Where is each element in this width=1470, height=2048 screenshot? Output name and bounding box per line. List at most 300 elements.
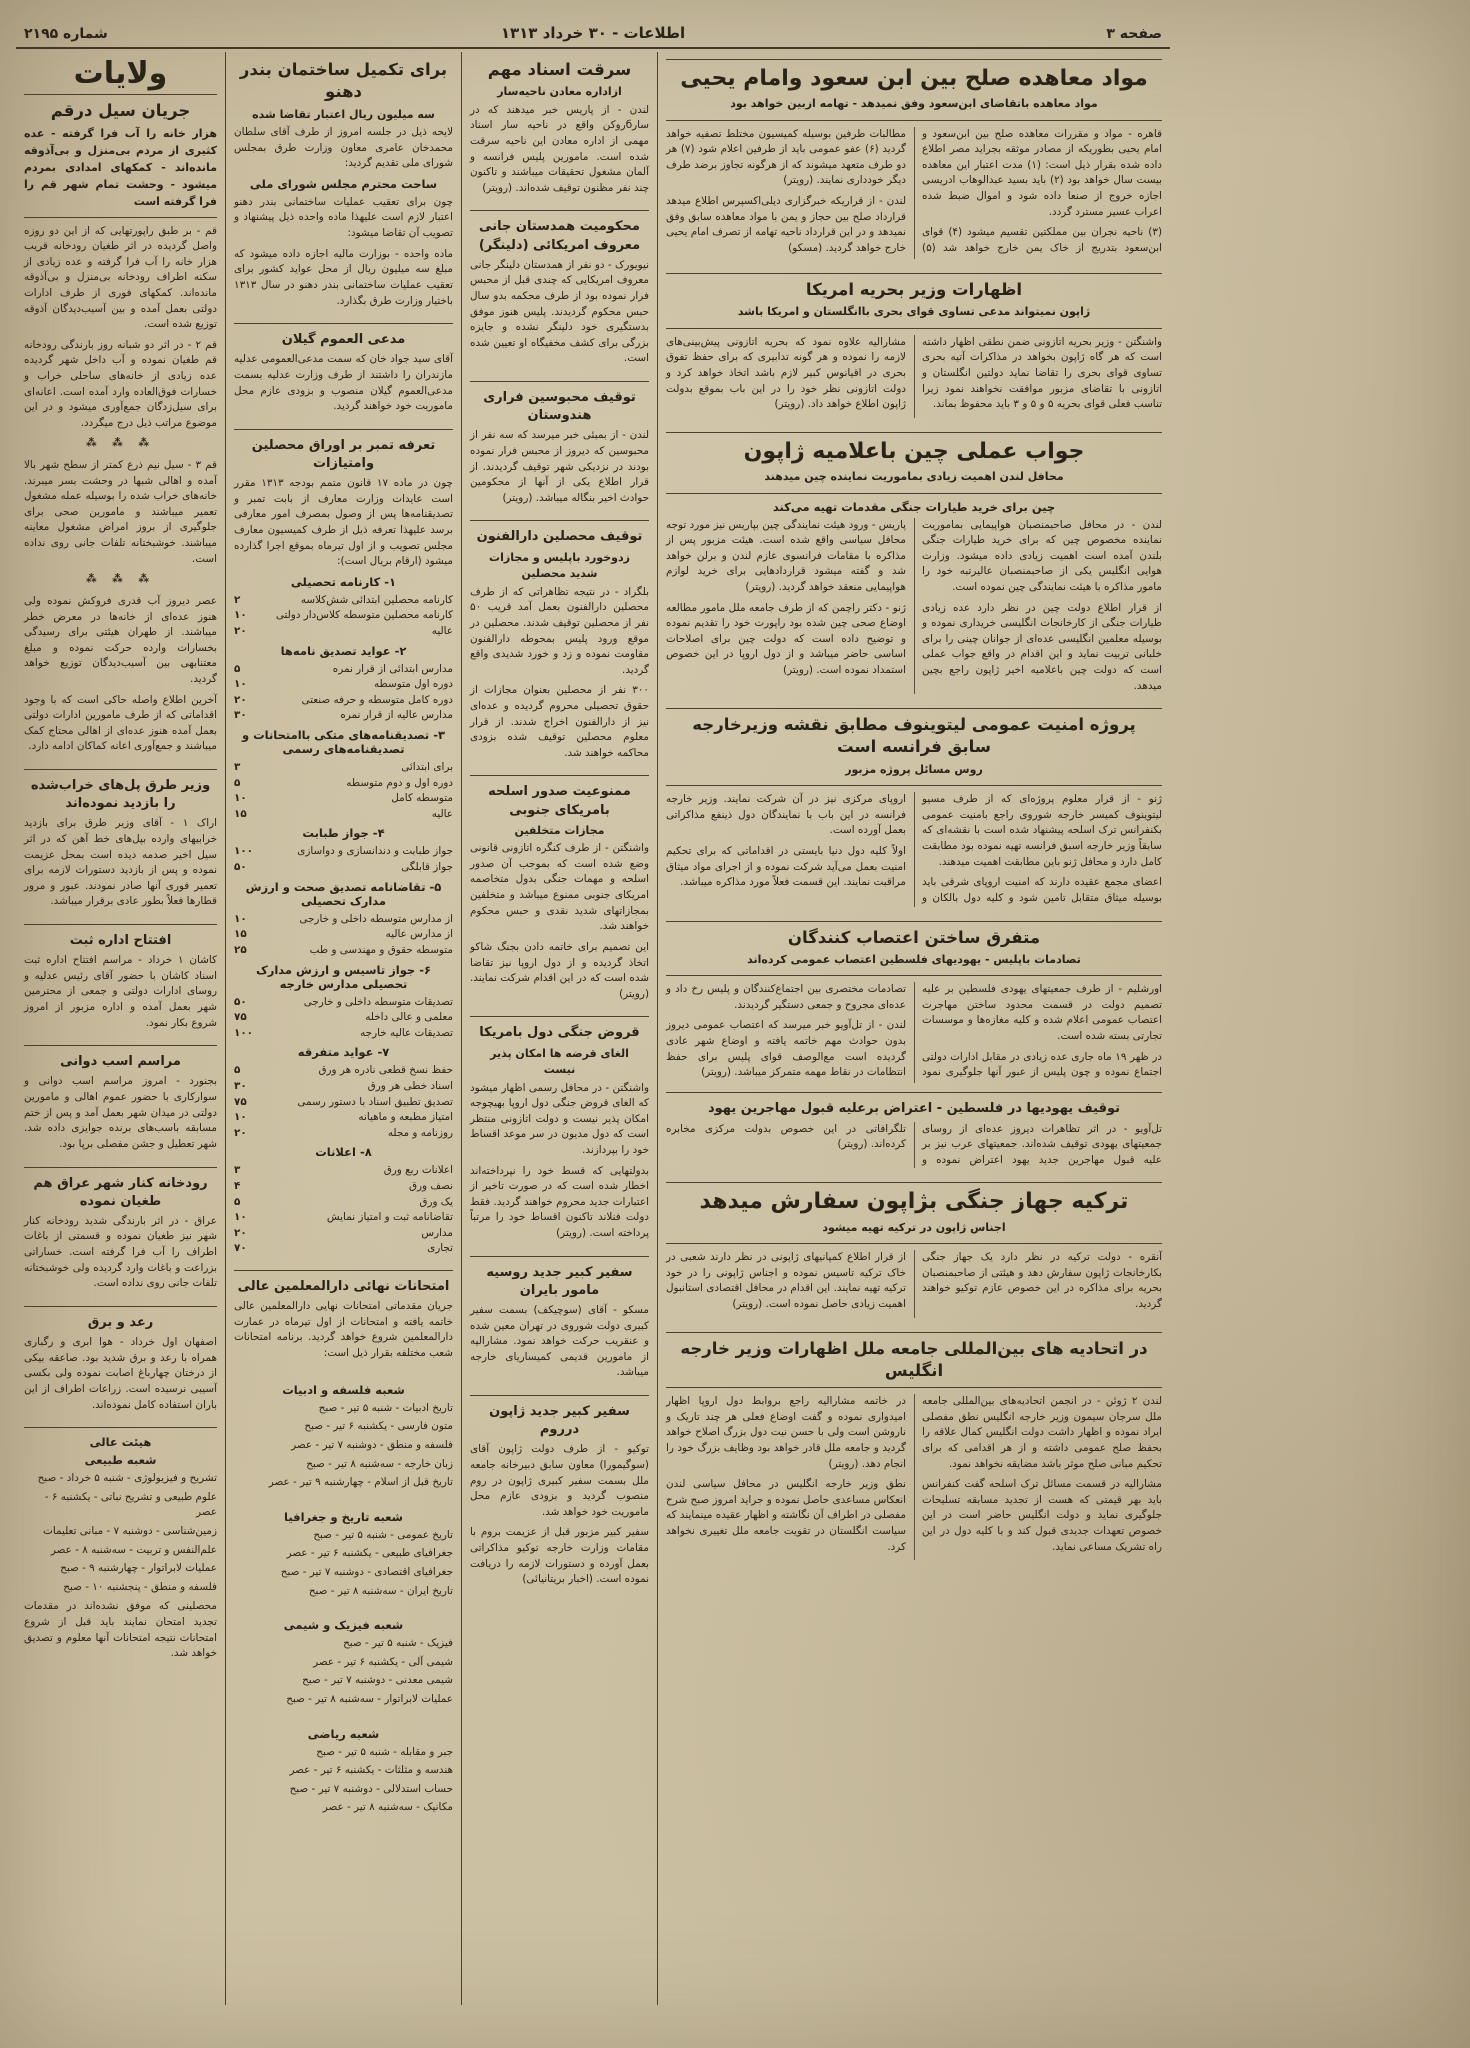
paragraph: لندن - از تل‌آویو خبر میرسد که اعتصاب عمومی دیروز بدون حوادث مهم خاتمه یافته و اوضاع شهر عادی گردیده است مع‌الوصف قوای پلیس برای حفظ انتظامات در نقاط مهمه متمرکز میباشد. (رویتر) (666, 1019, 906, 1079)
article-headline: قروض جنگی دول بامریکا (479, 1025, 640, 1041)
article-headline: سفیر کبیر جدید روسیه مامور بایران (486, 1264, 633, 1298)
column-world-news (658, 52, 1170, 2005)
fee-row (234, 693, 453, 709)
paragraph: آنقره - دولت ترکیه در نظر دارد یک جهاز جنگی بکارخانجات ژاپون سفارش دهد و هیئتی از صاحبمنصبان بحریه برای مذاکره در این خصوص عازم توکیو خواهند گردید. (922, 1251, 1162, 1310)
paragraph: نطق وزیر خارجه انگلیس در محافل سیاسی لندن انعکاس مساعدی حاصل نموده و جراید امروز صبح شرح مفصلی در اطراف آن نگاشته و اظهار عقیده مینمایند که سیاست انگلستان در تقویت جامعه ملل تغییری نخواهد کرد. (666, 1478, 906, 1553)
fee-value: ۳۰ (234, 709, 247, 722)
branch-headline: شعبه ریاضی (307, 1726, 380, 1741)
article-headline: جریان سیل درقم (50, 101, 191, 120)
paragraph: ماده واحده - بوزارت مالیه اجازه داده میشود که مبلغ سه میلیون ریال از محل عواید کشور برای تعقیب عملیات ساختمانی بندر دهنو در سال ۱۳۱۳ باختیار وزارت طرق بگذارد. (234, 247, 453, 307)
tariff-group (234, 826, 453, 875)
paragraph: این تصمیم برای خاتمه دادن بجنگ شاکو اتخاذ گردیده و از دول اروپا نیز تقاضا شده است که در این اقدام شرکت نمایند. (رویتر) (470, 940, 649, 1000)
paragraph: زبان خارجه - سه‌شنبه ۸ تیر - صبح (306, 1457, 453, 1470)
fee-label: از مدارس عالیه (385, 928, 453, 941)
article-prosecutor-gilan (234, 323, 453, 429)
headline-block (666, 1332, 1162, 1389)
paragraph: حساب استدلالی - دوشنبه ۷ تیر - صبح (289, 1782, 453, 1795)
paragraph: علم‌النفس و تربیت - سه‌شنبه ۸ - عصر (50, 1543, 217, 1556)
paragraph: قم - بر طبق راپورتهایی که از این دو روزه واصل گردیده در اثر طغیان رودخانه قریب هزار خانه را آب فرا گرفته و عده زیادی از سکنه اطراف رودخانه بی‌منزل و بی‌آذوقه مانده‌اند. کمکهای فوری از طرف ادارات دولتی بعمل آمده و بین آسیب‌دیدگان آذوقه توزیع شده است. (24, 224, 217, 331)
fee-value: ۳ (234, 1164, 241, 1177)
article-headline: جواب عملی چین باعلامیه ژاپون (743, 438, 1085, 464)
paragraph: کاشان ۱ خرداد - مراسم افتتاح اداره ثبت اسناد کاشان با حضور آقای رئیس عدلیه و روسای ادارات دولتی و جمعی از محترمین شهر بعمل آمده و اداره مزبور از امروز شروع بکار نمود. (24, 954, 217, 1029)
paragraph: تل‌آویو - در اثر تظاهرات دیروز عده‌ای از روسای جمعیتهای یهودی توقیف شده‌اند. جمعیتهای عرب نیز بر علیه قبول مهاجرین جدید یهود اعتراض نموده و تلگرافاتی در این خصوص بدولت مرکزی مخابره کرده‌اند. (رویتر) (666, 1122, 1162, 1166)
paragraph: توکیو - از طرف دولت ژاپون آقای (سوگیمورا) معاون سابق دبیرخانه جامعه ملل بسمت سفیر کبیری ژاپون در روم منصوب گردید و بزودی عازم محل ماموریت خود خواهد شد. (470, 1443, 649, 1518)
fee-label: تقاضانامه ثبت و امتیاز نمایش (326, 1211, 453, 1224)
paragraph: متون فارسی - یکشنبه ۶ تیر - صبح (304, 1420, 453, 1433)
article-treaty (666, 54, 1162, 268)
tariff-group-title: ۵- تقاضانامه تصدیق صحت و ارزش مدارک تحصیلی (245, 879, 442, 908)
article-body (666, 1122, 1162, 1169)
article-body (666, 1250, 1162, 1317)
paragraph: عملیات لابراتوار - چهارشنبه ۹ - صبح (60, 1562, 217, 1575)
paragraph: مشارالیه علاوه نمود که بحریه اتازونی پیش‌بینی‌های لازمه را نموده و هر گونه تدابیری که برای حفظ تفوق بحری در اقیانوس کبیر لازم باشد اتخاذ خواهد کرد و دولت اتازونی نظر خود را در این باب بموقع بدولت ژاپون اطلاع خواهد داد. (رویتر) (666, 335, 906, 411)
fee-label: جواز طبابت و دندانسازی و دواسازی (297, 845, 453, 858)
paragraph: اورشلیم - از طرف جمعیتهای یهودی فلسطین بر علیه تصمیم دولت در قسمت محدود ساختن مهاجرت اعتصاب عمومی اعلام شده و کلیه مغازه‌ها و موسسات تجارتی بسته شده است. (922, 983, 1162, 1043)
paragraph: تاریخ ادبیات - شنبه ۵ تیر - صبح (318, 1401, 453, 1414)
article-body (666, 792, 1162, 906)
article-subtitle: اجناس ژاپون در ترکیه تهیه میشود (822, 1220, 1006, 1234)
article-body (24, 224, 217, 756)
article-subtitle: زدوخورد باپلیس و مجازات شدید محصلین (489, 550, 630, 581)
headline-block (666, 921, 1162, 977)
paragraph: (۳) ناحیه نجران بین مملکتین تقسیم میشود (۴) قوای ابن‌سعود بتدریج از خاک یمن خارج خواهد شد (۵) مطالبات طرفین بوسیله کمیسیون مختلط تصفیه خواهد گردید (۶) عفو عمومی باید از طرفین اعلام شود (۷) هر دو طرف متعهد میشوند که از هرگونه تجاوز برضد طرف دیگر خودداری نمایند. (رویتر) (666, 127, 1162, 254)
article-body (24, 953, 217, 1031)
tariff-group (234, 728, 453, 822)
paragraph: عملیات لابراتوار - سه‌شنبه ۸ تیر - صبح (286, 1693, 453, 1705)
article-league-speech (666, 1327, 1162, 1570)
article-physics-branch (234, 1611, 453, 1719)
article-body (24, 1335, 217, 1413)
article-headline: افتتاح اداره ثبت (69, 933, 172, 949)
paragraph: بلگراد - در نتیجه تظاهراتی که از طرف محصلین دارالفنون بعمل آمد قریب ۵۰ نفر از محصلین توقیف شدند. محصلین در موقع ورود پلیس بمحوطه دارالفنون مقاومت نموده و زد و خورد شدیدی واقع گردید. (470, 585, 649, 676)
fee-row (234, 1195, 453, 1211)
paragraph: فلسفه و منطق - پنجشنبه ۱۰ - صبح (63, 1580, 217, 1593)
paragraph: واشنگتن - وزیر بحریه اتازونی ضمن نطقی اظهار داشته است که هر گاه ژاپون بخواهد در مذاکرات آتیه بحری تساوی قوای بحری را تقاضا نماید دولتین انگلستان و اتازونی با تقاضای مزبور موافقت نخواهند نمود زیرا تناسب فعلی قوای بحریه ۵ و ۵ و ۳ باید محفوظ بماند. (922, 335, 1162, 411)
article-headline: مواد معاهده صلح بین ابن سعود وامام یحیی (680, 66, 1148, 91)
tariff-group-title: ۳- تصدیقنامه‌های متکی باامتحانات و تصدیقنامه‌های رسمی (241, 728, 446, 757)
paragraph: مسکو - آقای (سوچیکف) بسمت سفیر کبیری دولت شوروی در تهران معین شده و عنقریب حرکت خواهد نمود. مشارالیه از مامورین قدیمی کمیساریای خارجه میباشد. (470, 1304, 649, 1379)
paragraph: لندن ۲ ژوئن - در انجمن اتحادیه‌های بین‌المللی جامعه ملل سرجان سیمون وزیر خارجه انگلیس نطق مفصلی ایراد نموده و اظهار داشت دولت انگلیس کمال علاقه را بحفظ صلح عمومی داشته و از هر اقدامی که برای تحکیم مبانی صلح موثر باشد مضایقه نخواهد نمود. (922, 1395, 1162, 1470)
article-students-arrest (470, 520, 649, 775)
article-headline: رودخانه کنار شهر عراق هم طغیان نموده (33, 1175, 208, 1209)
fee-label: دوره اول متوسطه (373, 678, 453, 691)
article-horse-racing (24, 1045, 217, 1166)
fee-value: ۳ (234, 761, 241, 774)
fee-row (234, 995, 453, 1011)
tariff-group-title: ۷- عواید متفرقه (297, 1045, 390, 1060)
fee-label: اعلانات ربع ورق (383, 1164, 453, 1177)
paragraph: لندن - از قراریکه خبرگزاری دیلی‌اکسپرس اطلاع میدهد قرارداد صلح بین حجاز و یمن با مواد معاهده سابق وفق نمیدهد و در این قرارداد ناحیه تهامه از تصرف امام یحیی خارج خواهد گردید. (مسکو) (666, 195, 906, 254)
tariff-group (234, 963, 453, 1042)
fee-label: نصف ورق (408, 1180, 453, 1193)
tariff-group-title: ۲- عواید تصدیق نامه‌ها (280, 643, 407, 658)
article-body (666, 127, 1162, 259)
paragraph: اولاً کلیه دول دنیا بایستی در اقداماتی که برای تحکیم امنیت بعمل می‌آید شرکت نموده و از اجرای مواد میثاق مراقبت نمایند. این قسمت فعلاً مورد مذاکره میباشد. (666, 845, 906, 889)
fee-row (234, 860, 453, 876)
fee-label: تصدیقات متوسطه داخلی و خارجی (303, 995, 453, 1008)
provinces-banner: ولایات (73, 56, 168, 91)
paragraph: تاریخ ایران - سه‌شنبه ۸ تیر - صبح (308, 1584, 453, 1597)
headline-block (666, 708, 1162, 786)
article-registry-opening (24, 924, 217, 1045)
fee-value: ۱۰۰ (234, 845, 254, 858)
paragraph: لندن - از پاریس خبر میدهند که در سارбروکن واقع در ناحیه سار اسناد مهمی از اداره معادن این ناحیه سرقت شده است. مامورین پلیس فرانسه و آلمان مشغول تحقیقات میباشند و تاکنون چند نفر مظنون توقیف شده‌اند. (رویتر) (470, 103, 649, 194)
article-math-branch (234, 1720, 453, 1828)
fee-label: کارنامه محصلین ابتدائی شش‌کلاسه (300, 593, 453, 606)
article-headline: ترکیه جهاز جنگی بژاپون سفارش میدهد (699, 1189, 1129, 1215)
paragraph: آقای سید جواد خان که سمت مدعی‌العمومی عدلیه مازندران را داشتند از طرف وزارت عدلیه بسمت مدعی‌العموم گیلان منصوب و بزودی عازم محل ماموریت خود خواهند گردید. (234, 353, 453, 413)
article-body (470, 585, 649, 762)
page-number-label: صفحه ۳ (1106, 26, 1162, 42)
fee-row (234, 1063, 453, 1079)
fee-row (234, 1241, 453, 1257)
paragraph: جغرافیای طبیعی - یکشنبه ۶ تیر - عصر (286, 1547, 453, 1560)
paragraph: ⁂ ⁂ ⁂ (85, 573, 156, 586)
branch-headline: شعبه طبیعی (84, 1453, 157, 1468)
paragraph: چون در ماده ۱۷ قانون متمم بودجه ۱۳۱۳ مقرر است عایدات وزارت معارف از بابت تمبر و تصدیقنامه‌ها پس از وصول بمصرف امور معارفی برسد علیهذا تعرفه ذیل از طرف کمیسیون معارف مجلس تصویب و از اول تیرماه بموقع اجرا گذارده میشود (ارقام بریال است): (234, 477, 453, 568)
fee-label: حفظ نسخ قطعی نادره هر ورق (318, 1064, 453, 1077)
paragraph: بدولتهایی که قسط خود را نپرداخته‌اند اخطار شده است که در صورت تاخیر از اعتبارات جدید محروم خواهند گردید. فقط دولت فنلاند تاکنون اقساط خود را مرتباً پرداخته است. (رویتر) (470, 1164, 649, 1240)
branch-headline: شعبه فلسفه و ادبیات (282, 1382, 405, 1397)
fee-label: تصدیقات عالیه خارجه (360, 1026, 453, 1039)
fee-value: ۱۰ (234, 912, 247, 925)
board-headline: هیئت عالی (89, 1435, 152, 1450)
article-body (234, 195, 453, 309)
fee-value: ۵۰ (234, 995, 247, 1008)
fee-value: ۵ (234, 1064, 241, 1077)
article-roads-minister (24, 769, 217, 924)
fee-value: ۲۰ (234, 625, 247, 637)
paragraph: اعضای مجمع عقیده دارند که امنیت اروپای شرقی باید بوسیله میثاق متقابل تامین شود و کلیه دول بالکان و اروپای مرکزی نیز در آن شرکت نمایند. وزیر خارجه فرانسه در این باب با نمایندگان دول ذینفع مذاکراتی بعمل آورده است. (666, 793, 1162, 904)
fee-row (234, 624, 453, 640)
article-arak-river (24, 1167, 217, 1306)
article-body (234, 1299, 453, 1361)
fee-value: ۵ (234, 662, 241, 675)
article-body (470, 1442, 649, 1587)
tariff-group (234, 575, 453, 640)
paragraph: لایحه ذیل در جلسه امروز از طرف آقای سلطان محمدخان عامری معاون وزارت طرق بمجلس شورای ملی تقدیم گردید: (234, 126, 453, 170)
exam-schedule (24, 1471, 217, 1595)
paragraph: نیویورک - دو نفر از همدستان دلینگر جانی معروف امریکایی که چندی قبل از محبس فرار نموده بود از طرف محکمه بدو سال حبس محکوم گردیدند. پلیس هنوز موفق بدستگیری خود دلینگر نشده و جایزه بزرگی برای کشف مخفیگاه او تعیین شده است. (470, 258, 649, 365)
article-arms-embargo (470, 775, 649, 1016)
article-subtitle: تصادمات باپلیس - یهودیهای فلسطین اعتصاب عمومی کرده‌اند (747, 952, 1081, 966)
article-china-reply (666, 427, 1162, 703)
fee-value: ۱۰ (234, 678, 247, 691)
article-stamp-tariff (234, 429, 453, 1270)
article-headline: متفرق ساختن اعتصاب کنندگان (787, 927, 1041, 947)
fee-row (234, 677, 453, 693)
fee-value: ۲ (234, 593, 241, 606)
article-body (666, 1394, 1162, 1560)
fee-value: ۱۰ (234, 792, 247, 805)
column-domestic-notices (226, 52, 462, 2005)
article-headline: توقیف محبوسین فراری هندوستان (483, 390, 636, 424)
fee-value: ۱۰ (234, 609, 247, 622)
article-india-escapees (470, 381, 649, 520)
article-headline: پروژه امنیت عمومی لیتوینوف مطابق نقشه وزیرخارجه سابق فرانسه است (692, 715, 1136, 757)
article-subtitle: سه میلیون ریال اعتبار تقاضا شده (252, 107, 435, 121)
article-body (24, 816, 217, 910)
paragraph: جریان مقدماتی امتحانات نهایی دارالمعلمین عالی خاتمه یافته و امتحانات از اول تیرماه در عمارت دارالمعلمین شروع خواهد گردید. برنامه امتحانات شعب مختلفه بقرار ذیل است: (234, 1300, 453, 1360)
paragraph: شیمی معدنی - دوشنبه ۷ تیر - صبح (302, 1674, 453, 1687)
article-headline: محکومیت همدستان جانی معروف امریکائی (دلینگر) (478, 219, 641, 253)
fee-label: تصدیق تطبیق اسناد با دستور رسمی (297, 1095, 453, 1108)
issue-number-label: شماره ۲۱۹۵ (24, 26, 108, 42)
paragraph: جغرافیای اقتصادی - دوشنبه ۷ تیر - صبح (280, 1565, 453, 1578)
exam-schedule (234, 1401, 453, 1491)
fee-value: ۳۰ (234, 1079, 247, 1092)
tariff-group-title: ۶- جواز تاسیس و ارزش مدارک تحصیلی مدارس خارجه (255, 962, 432, 991)
article-history-branch (234, 1503, 453, 1611)
article-port-dehno (234, 54, 453, 323)
fee-row (234, 1010, 453, 1026)
paragraph: آخرین اطلاع واصله حاکی است که با وجود اقداماتی که از طرف مامورین ادارات دولتی بعمل آمده هنوز عده‌ای از اهالی محتاج کمک میباشند و جمع‌آوری اعانه کماکان ادامه دارد. (24, 693, 217, 753)
fee-value: ۷۰ (234, 1242, 247, 1255)
paragraph: تاریخ قبل از اسلام - چهارشنبه ۹ تیر - عصر (268, 1476, 453, 1489)
fee-label: دوره اول و دوم متوسطه (346, 776, 453, 789)
branch-headline: شعبه تاریخ و جغرافیا (284, 1509, 403, 1524)
fee-label: مدارس عالیه از قرار نمره (340, 709, 453, 722)
fee-label: معلمی و عالی داخله (365, 1011, 453, 1024)
headline-block (666, 1182, 1162, 1244)
paragraph: پاریس - ورود هیئت نمایندگی چین بپاریس نیز مورد توجه محافل سیاسی واقع شده است. هیئت مزبور پس از مذاکره با مقامات فرانسوی عازم لندن و برلن خواهد شد و گفته میشود قراردادهایی برای خرید لوازم هواپیمایی منعقد خواهد گردید. (رویتر) (666, 518, 906, 593)
paragraph: قم ۲ - در اثر دو شبانه روز بارندگی رودخانه قم طغیان نموده و آب داخل شهر گردیده عده زیادی از خانه‌های ساحلی خراب و خسارات فوق‌العاده وارد آمده است. اعانه‌ای برای سیل‌زدگان جمع‌آوری میشود و در این موضوع مراتب ذیل درج میگردد. (24, 338, 217, 429)
fee-value: ۱۰۰ (234, 1026, 254, 1039)
tariff-intro (234, 476, 453, 570)
article-documents-theft (470, 54, 649, 210)
fee-row (234, 927, 453, 943)
article-headline: اظهارات وزیر بحریه امریکا (805, 280, 1023, 300)
article-subtitle: ژاپون نمیتواند مدعی تساوی قوای بحری باانگلستان و امریکا باشد (737, 305, 1091, 319)
paragraph: واشنگتن - در محافل رسمی اظهار میشود که الغای قروض جنگی دول اروپا بهیچوجه امکان پذیر نیست و دولت اتازونی منتظر است که دول مدیون در سر موعد اقساط خود را بپردازند. (470, 1081, 649, 1156)
tariff-fee-list (234, 1063, 453, 1141)
tariff-group-title: ۸- اعلانات (315, 1145, 372, 1160)
paragraph: از قرار اطلاع کمپانیهای ژاپونی در نظر دارند شعبی در خاک ترکیه تاسیس نموده و اجناس ژاپونی را در خود ترکیه تهیه نمایند. این اقدام در محافل اقتصادی استانبول اهمیت زیادی حاصل نموده است. (رویتر) (666, 1251, 906, 1310)
branch-headline: شعبه فیزیک و شیمی (283, 1618, 404, 1633)
article-palestine-arrests (666, 1092, 1162, 1177)
article-headline: سرقت اسناد مهم (487, 60, 632, 79)
paragraph: در ظهر ۱۹ ماه جاری عده زیادی در مقابل ادارات دولتی اجتماع نموده و چون پلیس از عبور آنها جلوگیری نمود تصادمات مختصری بین اجتماع‌کنندگان و پلیس رخ داد و عده‌ای مجروح و جمعی دستگیر گردیدند. (666, 983, 1162, 1079)
tariff-group (234, 880, 453, 959)
newspaper-title-date: اطلاعات - ۳۰ خرداد ۱۳۱۳ (500, 24, 686, 42)
fee-value: ۲۰ (234, 1126, 247, 1139)
article-intro (234, 125, 453, 172)
fee-row (234, 593, 453, 609)
tariff-group-title: ۱- کارنامه تحصیلی (290, 574, 397, 589)
fee-label: برای ابتدائی (401, 761, 453, 774)
fee-row (234, 1079, 453, 1095)
article-headline: تعرفه تمبر بر اوراق محصلین وامتیازات (251, 437, 436, 471)
paragraph: تشریح و فیزیولوژی - شنبه ۵ خرداد - صبح (37, 1472, 217, 1485)
tariff-fee-list (234, 844, 453, 875)
article-subtitle: الغای قرضه ها امکان پذیر نیست (490, 1046, 629, 1077)
fee-label: تجاری (427, 1242, 453, 1255)
article-body (24, 1214, 217, 1292)
article-body (666, 518, 1162, 695)
article-turkey-warship (666, 1177, 1162, 1326)
fee-value: ۲۰ (234, 693, 247, 706)
article-qom-flood (24, 94, 217, 769)
article-body (234, 352, 453, 414)
paragraph: اراک ۱ - آقای وزیر طرق برای بازدید خرابیهای وارده بپل‌های خط آهن که در اثر سیل اخیر صدمه دیده است بمحل عزیمت نموده و پس از بازدید دستورات لازمه برای تعمیر فوری آنها صادر نمودند. عبور و مرور قطارها فعلاً بطور عادی برقرار میباشد. (24, 817, 217, 908)
paragraph: در خاتمه مشارالیه راجع بروابط دول اروپا اظهار امیدواری نموده و گفت اوضاع فعلی هر چند تاریک و ناروشن است ولی با حسن نیت دول بزرگ اصلاح خواهد گردید و جامعه ملل قادر خواهد بود وظایف بزرگ خود را انجام دهد. (رویتر) (666, 1395, 906, 1470)
fee-label: عالیه (431, 807, 453, 820)
fee-value: ۵ (234, 1195, 241, 1208)
article-soviet-ambassador (470, 1256, 649, 1395)
paragraph: بجنورد - امروز مراسم اسب دوانی و سوارکاری با حضور عموم اهالی و مامورین دولتی در میدان شهر بعمل آمد و پس از ختم مسابقه باسب‌های برنده جوایزی داده شد. شهر تعطیل و جشن مفصلی برپا بود. (24, 1075, 217, 1150)
article-security-project (666, 703, 1162, 915)
column-foreign-telegrams (462, 52, 658, 2005)
fee-row (234, 807, 453, 823)
article-thunderstorm (24, 1306, 217, 1427)
article-strike-dispersal (666, 916, 1162, 1093)
fee-value: ۱۰ (234, 1111, 247, 1124)
fee-row (234, 776, 453, 792)
schedule-note: محصلینی که موفق نشده‌اند در مقدمات تجدید امتحان نمایند باید قبل از شروع امتحانات نتیجه امتحانات آنها معلوم و تصدیق خواهد شد. (24, 1600, 217, 1660)
tariff-group-title: ۴- جواز طبابت (302, 826, 385, 841)
tariff-fee-list (234, 912, 453, 959)
fee-label: متوسطه کامل (391, 792, 453, 805)
fee-value: ۵۰ (234, 861, 247, 874)
article-navy-statement (666, 268, 1162, 427)
paragraph: عراق - در اثر بارندگی شدید رودخانه کنار شهر نیز طغیان نموده و قسمتی از باغات اطراف را آب فرا گرفته است. خساراتی بزراعت و باغات وارد گردیده ولی خوشبختانه تلفات جانی روی نداده است. (24, 1214, 217, 1290)
article-headline: امتحانات نهائی دارالمعلمین عالی (237, 1279, 450, 1295)
article-headline: وزیر طرق پل‌های خراب‌شده را بازدید نموده‌اند (30, 778, 211, 812)
article-japan-ambassador (470, 1395, 649, 1602)
fee-value: ۲۵ (234, 943, 247, 956)
printed-area (16, 22, 1170, 2005)
article-headline: مدعی العموم گیلان (281, 332, 406, 348)
article-headline: سفیر کبیر جدید ژاپون درروم (489, 1404, 630, 1438)
article-subtitle: روس مسائل پروژه مزبور (845, 762, 983, 776)
exam-schedule (234, 1528, 453, 1599)
fee-value: ۱۵ (234, 928, 247, 941)
fee-value: ۷۵ (234, 1011, 247, 1024)
paragraph: قم ۳ - سیل نیم ذرع کمتر از سطح شهر بالا آمده و اهالی شبها در وحشت بسر میبرند. خانه‌های خراب شده را بوسیله عمله مشغول تعمیر میباشند و مامورین صحی برای جلوگیری از بروز امراض مشغول معاینه میباشند. خوشبختانه تلفات جانی روی نداده است. (24, 459, 217, 565)
paragraph: شیمی آلی - یکشنبه ۶ تیر - عصر (313, 1655, 453, 1668)
exam-schedule (234, 1745, 453, 1816)
fee-label: اسناد خطی هر ورق (367, 1079, 453, 1092)
paragraph: ژنو - دکتر راچمن که از طرف جامعه ملل مامور مطالعه اوضاع صحی چین شده بود راپورت خود را تقدیم نموده و توضیح داده است که دولت چین برای اصلاحات اساسی حاضر میباشد و از دول اروپا در این خصوص استمداد نموده است. (رویتر) (666, 601, 906, 676)
article-war-debts (470, 1016, 649, 1255)
article-subtitle: مواد معاهده باتقاضای ابن‌سعود وفق نمیدهد - تهامه ازبین خواهد بود (730, 97, 1098, 111)
paragraph: از قرار اطلاع دولت چین در نظر دارد عده زیادی طیارات جنگی از کارخانجات انگلیسی خریداری نموده و بوسیله معلمین انگلیسی عده‌ای از جوانان چینی را برای خلبانی تربیت نماید و این اقدام در واقع جواب عملی است که دولت چین باعلامیه اخیر ژاپون راجع بچین میدهد. (922, 601, 1162, 692)
article-body (470, 428, 649, 506)
article-philosophy-branch (234, 1376, 453, 1503)
paragraph: ژنو - از قرار معلوم پروژه‌ای که از طرف مسیو لیتوینوف کمیسر خارجه شوروی راجع بامنیت عمومی بکنفرانس ترک اسلحه پیشنهاد شده است با نقشه‌ای که سابقاً وزیر خارجه اسبق فرانسه تهیه نموده بود مطابقت کامل دارد و محافل ژنو باین مطابقت اهمیت میدهند. (922, 793, 1162, 868)
paragraph: مشارالیه در قسمت مسائل ترک اسلحه گفت کنفرانس باید بهر قیمتی که هست از تجدید مسابقه تسلیحات جلوگیری نماید و دولت انگلیس حاضر است در این خصوص تعهدات جدیدی قبول کند و با کلیه دول در این راه تشریک مساعی نماید. (922, 1478, 1162, 1553)
article-headline: ممنوعیت صدور اسلحه بامریکای جنوبی (488, 784, 631, 818)
fee-value: ۲۰ (234, 1226, 247, 1239)
article-body (666, 982, 1162, 1083)
fee-row (234, 760, 453, 776)
paragraph: ⁂ ⁂ ⁂ (85, 437, 156, 450)
fee-value: ۵ (234, 776, 241, 789)
fee-row (234, 1210, 453, 1226)
fee-value: ۱۰ (234, 1211, 247, 1224)
headline-block (666, 432, 1162, 494)
fee-row (234, 708, 453, 724)
paragraph: مکانیک - سه‌شنبه ۸ تیر - عصر (322, 1801, 453, 1814)
fee-row (234, 791, 453, 807)
fee-row (234, 1179, 453, 1195)
article-dillinger (470, 210, 649, 381)
tariff-group (234, 1145, 453, 1257)
paragraph: اصفهان اول خرداد - هوا ابری و رگباری همراه با رعد و برق شدید بود. صاعقه بیکی از درختان چهارباغ اصابت نموده ولی بکسی آسیبی نرسیده است. زراعات اطراف از این باران استفاده کامل نموده‌اند. (24, 1336, 217, 1411)
tariff-fee-list (234, 662, 453, 724)
paragraph: لندن - در محافل صاحبمنصبان هواپیمایی بماموریت نماینده مخصوص چین که برای خرید طیارات جنگی بلندن آمده است اهمیت زیادی داده میشود. وزارت هوایی انگلیس یکی از صاحبمنصبان عالیرتبه خود را مامور مذاکره با هیئت نمایندگی چین نموده است. (922, 518, 1162, 593)
article-headline: برای تکمیل ساختمان بندر دهنو (239, 60, 448, 102)
fee-label: امتیاز مطبعه و ماهیانه (358, 1111, 453, 1124)
masthead (16, 22, 1170, 49)
headline-block (666, 59, 1162, 121)
paragraph: زمین‌شناسی - دوشنبه ۷ - مبانی تعلیمات (43, 1524, 217, 1537)
article-subtitle: ازاداره معادن ناحیه‌سار (497, 85, 622, 99)
fee-label: روزنامه و مجله (387, 1126, 453, 1139)
article-headline: رعد و برق (87, 1314, 154, 1330)
tariff-fee-list (234, 1163, 453, 1257)
fee-value: ۷۵ (234, 1095, 247, 1108)
paragraph: فلسفه و منطق - دوشنبه ۷ تیر - عصر (291, 1438, 453, 1451)
article-body (470, 258, 649, 367)
fee-row (234, 844, 453, 860)
fee-row (234, 1110, 453, 1126)
article-body (24, 1074, 217, 1152)
paragraph: واشنگتن - از طرف کنگره اتازونی قانونی وضع شده است که بموجب آن صدور اسلحه و مهمات جنگی بدول متخاصمه امریکای جنوبی ممنوع میباشد و متخلفین بمجازاتهای شدید نقدی و حبس محکوم خواهند شد. (470, 842, 649, 933)
tariff-fee-list (234, 995, 453, 1042)
paragraph: چون برای تعقیب عملیات ساختمانی بندر دهنو اعتبار لازم است علیهذا ماده واحده ذیل پیشنهاد و تصویب آن تقاضا میشود: (234, 195, 453, 240)
paragraph: هندسه و مثلثات - یکشنبه ۶ تیر - عصر (289, 1764, 453, 1777)
tariff-fee-list (234, 593, 453, 640)
column-provinces (16, 52, 226, 2005)
fee-value: ۴ (234, 1180, 241, 1193)
article-headline: توقیف محصلین دارالفنون (476, 529, 643, 545)
fee-row (234, 662, 453, 678)
article-subhead: چین برای خرید طیارات جنگی مقدمات تهیه می‌کند (772, 499, 1056, 514)
paragraph: سفیر کبیر مزبور قبل از عزیمت بروم با مقامات وزارت خارجه توکیو مذاکراتی بعمل آورده و دستورات لازمه را دریافت نموده است. (اخبار بریتانیائی) (470, 1526, 649, 1586)
fee-row (234, 1095, 453, 1111)
fee-row (234, 1126, 453, 1142)
article-body (666, 335, 1162, 418)
article-final-exams (234, 1270, 453, 1376)
article-headline: مراسم اسب دوانی (60, 1054, 181, 1070)
tariff-group (234, 1045, 453, 1141)
fee-value: ۱۵ (234, 807, 247, 820)
fee-row (234, 912, 453, 928)
article-headline: در اتحادیه های بین‌المللی جامعه ملل اظهارات وزیر خارجه انگلیس (680, 1338, 1148, 1380)
article-body (470, 841, 649, 1002)
article-subhead: ساحت محترم مجلس شورای ملی (249, 176, 438, 191)
exam-schedule (234, 1636, 453, 1707)
tariff-fee-list (234, 760, 453, 822)
article-natural-branch (24, 1427, 217, 1671)
article-body (470, 1303, 649, 1381)
fee-label: جواز قابلگی (401, 861, 453, 874)
fee-row (234, 1226, 453, 1242)
fee-row (234, 1163, 453, 1179)
fee-row (234, 1026, 453, 1042)
fee-row (234, 608, 453, 624)
paragraph: ۳۰۰ نفر از محصلین بعنوان مجازات از حقوق تحصیلی محروم گردیده و عده‌ای نیز از دارالفنون اخراج شدند. از قرار معلوم محصلین توقیف شده بزودی محاکمه خواهند شد. (470, 684, 649, 759)
fee-label: مدارس (421, 1226, 453, 1239)
paragraph: قاهره - مواد و مقررات معاهده صلح بین ابن‌سعود و امام یحیی بطوریکه از مصادر موثقه بجراید مصر اطلاع داده شده بقرار ذیل است: (۱) مدت اعتبار این معاهده بیست سال خواهد بود (۲) باید بسید عبدالوهاب ادریسی اجازه خروج از صنعا داده شود و اموال ضبط شده اعراب عسیر مسترد گردد. (922, 127, 1162, 218)
paragraph: علوم طبیعی و تشریح نباتی - یکشنبه ۶ - عصر (44, 1490, 217, 1519)
fee-row (234, 943, 453, 959)
fee-label: متوسطه حقوق و مهندسی و طب (309, 943, 453, 956)
fee-label: عالیه (431, 625, 453, 637)
article-headline: توقیف یهودیها در فلسطین - اعتراض برعلیه قبول مهاجرین یهود (707, 1101, 1121, 1117)
paragraph: تاریخ عمومی - شنبه ۵ تیر - صبح (313, 1528, 453, 1541)
